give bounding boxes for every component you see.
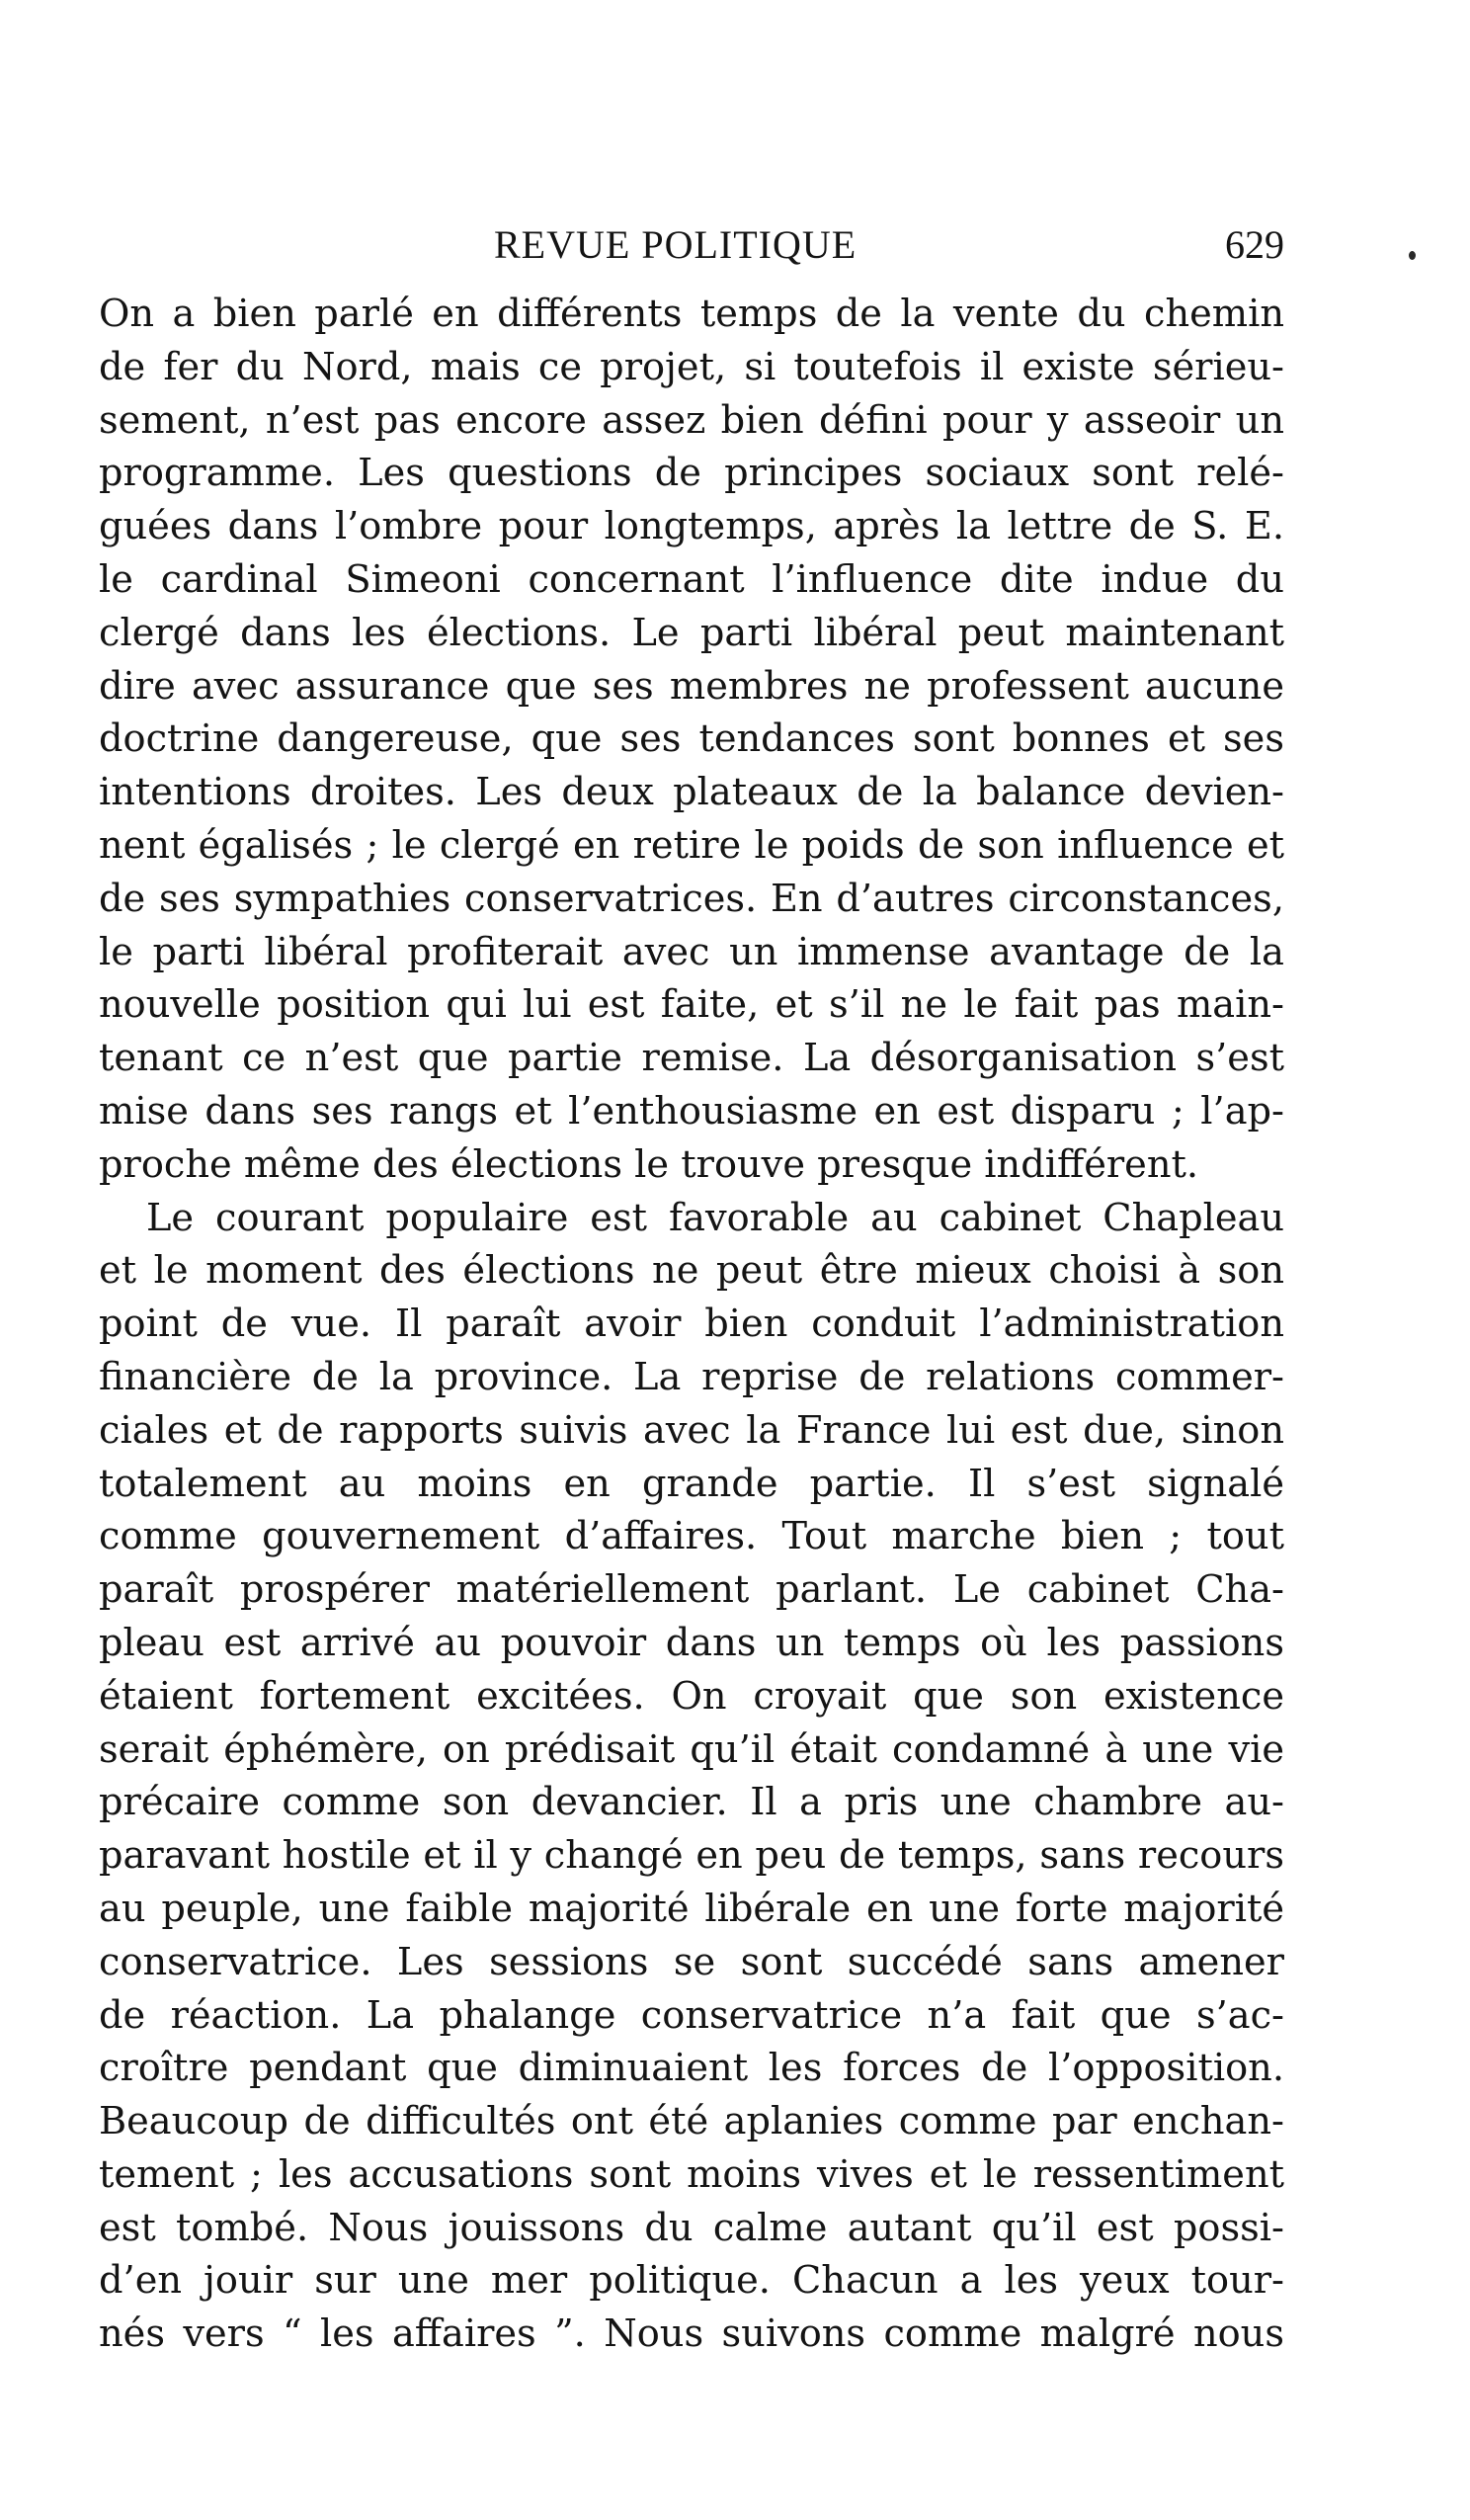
text-line: programme. Les questions de principes sociaux sont relé- [99,451,1284,496]
text-line: intentions droites. Les deux plateaux de la balance devien- [99,770,1284,815]
text-line: est tombé. Nous jouissons du calme autant qu’il est possi- [99,2205,1284,2250]
text-line: conservatrice. Les sessions se sont succédé sans amener [99,1939,1284,1984]
text-line: nés vers “ les affaires ”. Nous suivons comme malgré nous [99,2311,1284,2357]
text-line: proche même des élections le trouve presque indifférent. [99,1141,1199,1187]
text-line: ciales et de rapports suivis avec la France lui est due, sinon [99,1407,1284,1453]
text-line: On a bien parlé en différents temps de la vente du chemin [99,292,1284,336]
running-head-title: REVUE POLITIQUE [494,222,858,267]
text-line: étaient fortement excitées. On croyait que son existence [99,1673,1284,1719]
text-line: guées dans l’ombre pour longtemps, après la lettre de S. E. [99,504,1284,549]
text-line: Beaucoup de difficultés ont été aplanies comme par enchan- [99,2099,1284,2144]
text-line: au peuple, une faible majorité libérale en une forte majorité [99,1886,1284,1931]
text-line: nent égalisés ; le clergé en retire le poids de son influence et [99,822,1284,868]
text-line: point de vue. Il paraît avoir bien conduit l’administration [99,1302,1284,1347]
paragraph [99,288,1284,1192]
running-head [99,215,1284,275]
text-line: précaire comme son devancier. Il a pris une chambre au- [99,1780,1284,1825]
text-line: nouvelle position qui lui est faite, et s’il ne le fait pas main- [99,982,1284,1028]
text-line: mise dans ses rangs et l’enthousiasme en est disparu ; l’ap- [99,1088,1284,1134]
text-line: comme gouvernement d’affaires. Tout marche bien ; tout [99,1514,1284,1559]
text-line: et le moment des élections ne peut être mieux choisi à son [99,1248,1284,1294]
text-line: pleau est arrivé au pouvoir dans un temps où les passions [99,1620,1284,1665]
text-line: de ses sympathies conservatrices. En d’autres circonstances, [99,876,1284,921]
text-line: le parti libéral profiterait avec un immense avantage de la [99,929,1284,974]
text-line: doctrine dangereuse, que ses tendances sont bonnes et ses [99,716,1284,762]
text-line: sement, n’est pas encore assez bien défini pour y asseoir un [99,397,1284,443]
body-text [99,288,1284,2361]
paragraph [99,1192,1284,2362]
text-line: d’en jouir sur une mer politique. Chacun a les yeux tour- [99,2258,1284,2304]
text-line: tement ; les accusations sont moins vives et le ressentiment [99,2151,1284,2197]
text-line: croître pendant que diminuaient les forces de l’opposition. [99,2046,1284,2091]
text-line: dire avec assurance que ses membres ne professent aucune [99,663,1284,709]
text-line: de fer du Nord, mais ce projet, si toutefois il existe sérieu- [99,344,1284,389]
page-number: 629 [1225,222,1284,267]
text-line: serait éphémère, on prédisait qu’il était condamné à une vie [99,1726,1284,1772]
text-line: paravant hostile et il y changé en peu de temps, sans recours [99,1833,1284,1879]
ink-speck [1409,251,1416,260]
text-line: de réaction. La phalange conservatrice n’a fait que s’ac- [99,1992,1284,2038]
text-line: totalement au moins en grande partie. Il s’est signalé [99,1461,1284,1506]
text-line: tenant ce n’est que partie remise. La désorganisation s’est [99,1036,1284,1081]
text-line: le cardinal Simeoni concernant l’influence dite indue du [99,556,1284,602]
text-line: Le courant populaire est favorable au cabinet Chapleau [146,1195,1284,1240]
text-line: clergé dans les élections. Le parti libéral peut maintenant [99,610,1284,655]
text-line: financière de la province. La reprise de relations commer- [99,1354,1284,1399]
text-line: paraît prospérer matériellement parlant. Le cabinet Cha- [99,1567,1284,1613]
